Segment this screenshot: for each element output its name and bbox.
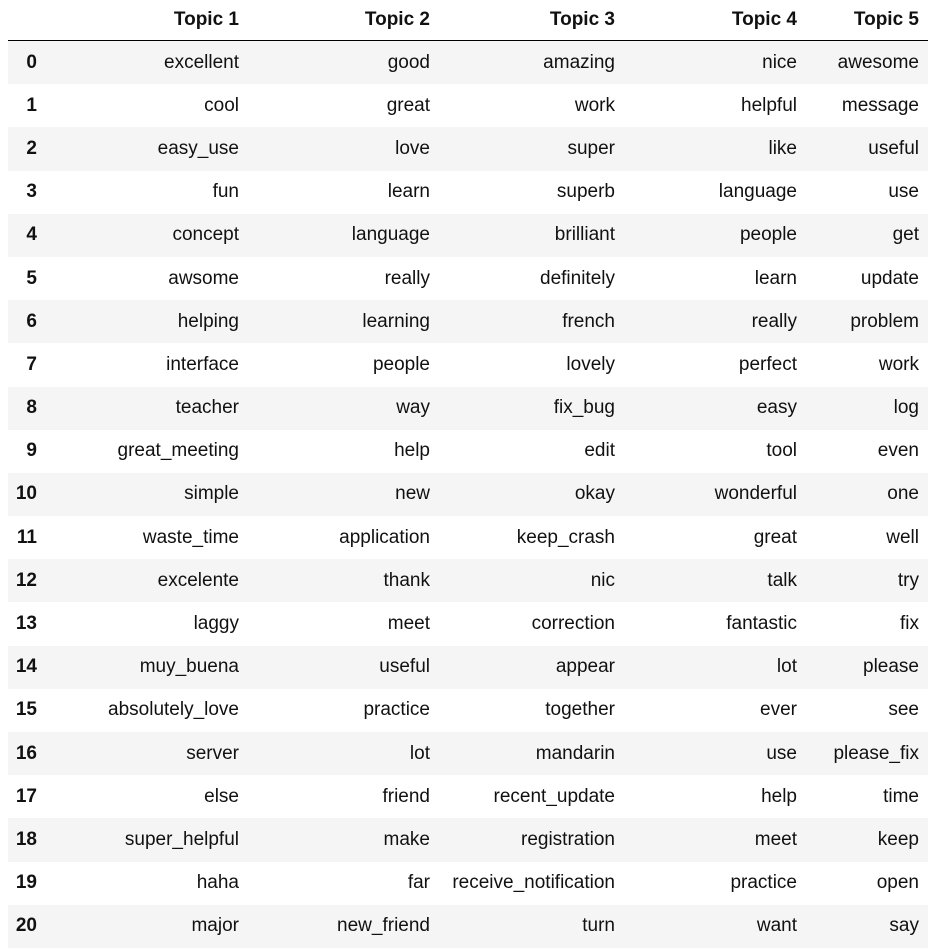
row-index: 7 — [26, 353, 37, 375]
cell-topic-1: easy_use — [157, 137, 239, 159]
cell-topic-1: cool — [204, 94, 239, 116]
cell-topic-1: concept — [172, 224, 239, 246]
row-index: 14 — [15, 656, 37, 678]
table-row — [8, 473, 928, 516]
cell-topic-2: make — [383, 828, 430, 850]
cell-topic-4: meet — [754, 828, 797, 850]
cell-topic-3: okay — [574, 483, 615, 505]
table-row — [8, 84, 928, 127]
table-body — [8, 41, 928, 948]
table-header — [8, 0, 928, 41]
cell-topic-4: learn — [754, 267, 797, 289]
cell-topic-5: see — [888, 699, 919, 721]
cell-topic-2: friend — [382, 785, 430, 807]
cell-topic-1: server — [186, 742, 239, 764]
cell-topic-5: update — [860, 267, 919, 289]
row-index: 16 — [15, 742, 37, 764]
table-row — [8, 41, 928, 85]
column-header-topic-5: Topic 5 — [806, 0, 928, 41]
cell-topic-3: super — [567, 137, 615, 159]
cell-topic-2: application — [339, 526, 430, 548]
table-row — [8, 430, 928, 473]
table-row — [8, 646, 928, 689]
cell-topic-3: french — [562, 310, 615, 332]
cell-topic-2: far — [407, 872, 430, 894]
cell-topic-5: problem — [850, 310, 919, 332]
cell-topic-2: language — [351, 224, 430, 246]
row-index: 15 — [15, 699, 37, 721]
cell-topic-4: ever — [760, 699, 797, 721]
cell-topic-5: please_fix — [833, 742, 919, 764]
row-index: 10 — [15, 483, 37, 505]
row-index: 17 — [15, 785, 37, 807]
cell-topic-4: lot — [776, 656, 797, 678]
row-index: 4 — [26, 224, 37, 246]
cell-topic-5: fix — [900, 613, 919, 635]
cell-topic-3: nic — [590, 569, 615, 591]
cell-topic-4: want — [756, 915, 797, 937]
table-row — [8, 905, 928, 948]
cell-topic-1: excellent — [164, 51, 239, 73]
cell-topic-4: helpful — [741, 94, 797, 116]
cell-topic-2: great — [386, 94, 430, 116]
cell-topic-1: simple — [184, 483, 239, 505]
cell-topic-1: absolutely_love — [108, 699, 239, 721]
cell-topic-2: new — [395, 483, 430, 505]
cell-topic-5: use — [888, 181, 919, 203]
table-row — [8, 775, 928, 818]
cell-topic-4: nice — [762, 51, 797, 73]
table-row — [8, 171, 928, 214]
cell-topic-1: muy_buena — [139, 656, 239, 678]
cell-topic-2: good — [387, 51, 430, 73]
cell-topic-3: receive_notification — [452, 872, 615, 894]
cell-topic-1: great_meeting — [117, 440, 239, 462]
row-index: 1 — [26, 94, 37, 116]
cell-topic-5: work — [878, 353, 919, 375]
cell-topic-3: lovely — [566, 353, 615, 375]
row-index: 20 — [15, 915, 37, 937]
cell-topic-4: people — [739, 224, 797, 246]
cell-topic-5: try — [897, 569, 919, 591]
cell-topic-1: super_helpful — [124, 828, 239, 850]
cell-topic-5: awesome — [837, 51, 919, 73]
cell-topic-3: keep_crash — [516, 526, 615, 548]
table-row — [8, 300, 928, 343]
cell-topic-3: recent_update — [493, 785, 615, 807]
cell-topic-1: awsome — [168, 267, 239, 289]
table-row — [8, 862, 928, 905]
cell-topic-3: appear — [555, 656, 615, 678]
table-row — [8, 689, 928, 732]
cell-topic-4: use — [766, 742, 797, 764]
cell-topic-1: haha — [196, 872, 239, 894]
table-row — [8, 387, 928, 430]
cell-topic-2: learning — [362, 310, 430, 332]
cell-topic-4: really — [751, 310, 797, 332]
cell-topic-4: talk — [767, 569, 797, 591]
column-header-topic-4: Topic 4 — [624, 0, 806, 41]
cell-topic-5: log — [893, 397, 919, 419]
cell-topic-4: like — [768, 137, 797, 159]
cell-topic-1: teacher — [175, 397, 239, 419]
cell-topic-3: definitely — [540, 267, 615, 289]
cell-topic-3: brilliant — [554, 224, 615, 246]
row-index: 6 — [26, 310, 37, 332]
cell-topic-5: say — [889, 915, 919, 937]
cell-topic-1: waste_time — [142, 526, 239, 548]
row-index: 12 — [15, 569, 37, 591]
cell-topic-4: perfect — [738, 353, 797, 375]
topic-table — [8, 0, 928, 948]
cell-topic-2: people — [372, 353, 430, 375]
cell-topic-4: practice — [730, 872, 797, 894]
cell-topic-4: tool — [766, 440, 797, 462]
cell-topic-1: major — [191, 915, 239, 937]
cell-topic-2: learn — [387, 181, 430, 203]
cell-topic-5: well — [886, 526, 919, 548]
cell-topic-3: together — [545, 699, 615, 721]
cell-topic-2: way — [396, 397, 430, 419]
row-index: 2 — [26, 137, 37, 159]
table-row — [8, 516, 928, 559]
row-index: 18 — [15, 828, 37, 850]
cell-topic-3: correction — [531, 613, 615, 635]
cell-topic-2: thank — [383, 569, 430, 591]
cell-topic-1: else — [204, 785, 239, 807]
row-index: 3 — [26, 181, 37, 203]
cell-topic-3: superb — [556, 181, 615, 203]
cell-topic-2: love — [395, 137, 430, 159]
cell-topic-2: practice — [363, 699, 430, 721]
cell-topic-1: fun — [212, 181, 239, 203]
table-row — [8, 559, 928, 602]
row-index: 9 — [26, 440, 37, 462]
row-index: 5 — [26, 267, 37, 289]
cell-topic-4: easy — [756, 397, 797, 419]
row-index: 0 — [26, 51, 37, 73]
cell-topic-5: one — [887, 483, 919, 505]
cell-topic-5: time — [883, 785, 919, 807]
cell-topic-3: amazing — [543, 51, 615, 73]
cell-topic-2: meet — [387, 613, 430, 635]
column-header-topic-1: Topic 1 — [46, 0, 248, 41]
cell-topic-3: fix_bug — [553, 397, 615, 419]
cell-topic-5: open — [876, 872, 919, 894]
dataframe-output — [8, 0, 928, 948]
column-header-topic-2: Topic 2 — [248, 0, 439, 41]
cell-topic-4: fantastic — [726, 613, 797, 635]
cell-topic-2: new_friend — [337, 915, 430, 937]
cell-topic-4: wonderful — [714, 483, 797, 505]
cell-topic-5: even — [877, 440, 919, 462]
cell-topic-5: keep — [877, 828, 919, 850]
table-row — [8, 214, 928, 257]
cell-topic-5: please — [863, 656, 919, 678]
header-row — [8, 0, 928, 41]
cell-topic-3: mandarin — [535, 742, 615, 764]
cell-topic-2: lot — [409, 742, 430, 764]
table-row — [8, 818, 928, 861]
cell-topic-3: turn — [582, 915, 615, 937]
cell-topic-5: message — [841, 94, 919, 116]
index-header — [8, 0, 46, 41]
table-row — [8, 343, 928, 386]
table-row — [8, 127, 928, 170]
cell-topic-2: useful — [379, 656, 430, 678]
cell-topic-1: excelente — [157, 569, 239, 591]
cell-topic-4: great — [753, 526, 797, 548]
row-index: 8 — [26, 397, 37, 419]
row-index: 19 — [15, 872, 37, 894]
cell-topic-4: help — [761, 785, 797, 807]
cell-topic-4: language — [718, 181, 797, 203]
cell-topic-5: get — [892, 224, 919, 246]
cell-topic-5: useful — [868, 137, 919, 159]
cell-topic-1: laggy — [193, 613, 239, 635]
row-index: 13 — [15, 613, 37, 635]
cell-topic-2: really — [384, 267, 430, 289]
cell-topic-3: edit — [584, 440, 615, 462]
cell-topic-1: interface — [166, 353, 239, 375]
table-row — [8, 602, 928, 645]
cell-topic-3: registration — [521, 828, 615, 850]
cell-topic-2: help — [394, 440, 430, 462]
cell-topic-3: work — [574, 94, 615, 116]
table-row — [8, 732, 928, 775]
cell-topic-1: helping — [177, 310, 239, 332]
row-index: 11 — [16, 526, 37, 548]
column-header-topic-3: Topic 3 — [439, 0, 624, 41]
table-row — [8, 257, 928, 300]
